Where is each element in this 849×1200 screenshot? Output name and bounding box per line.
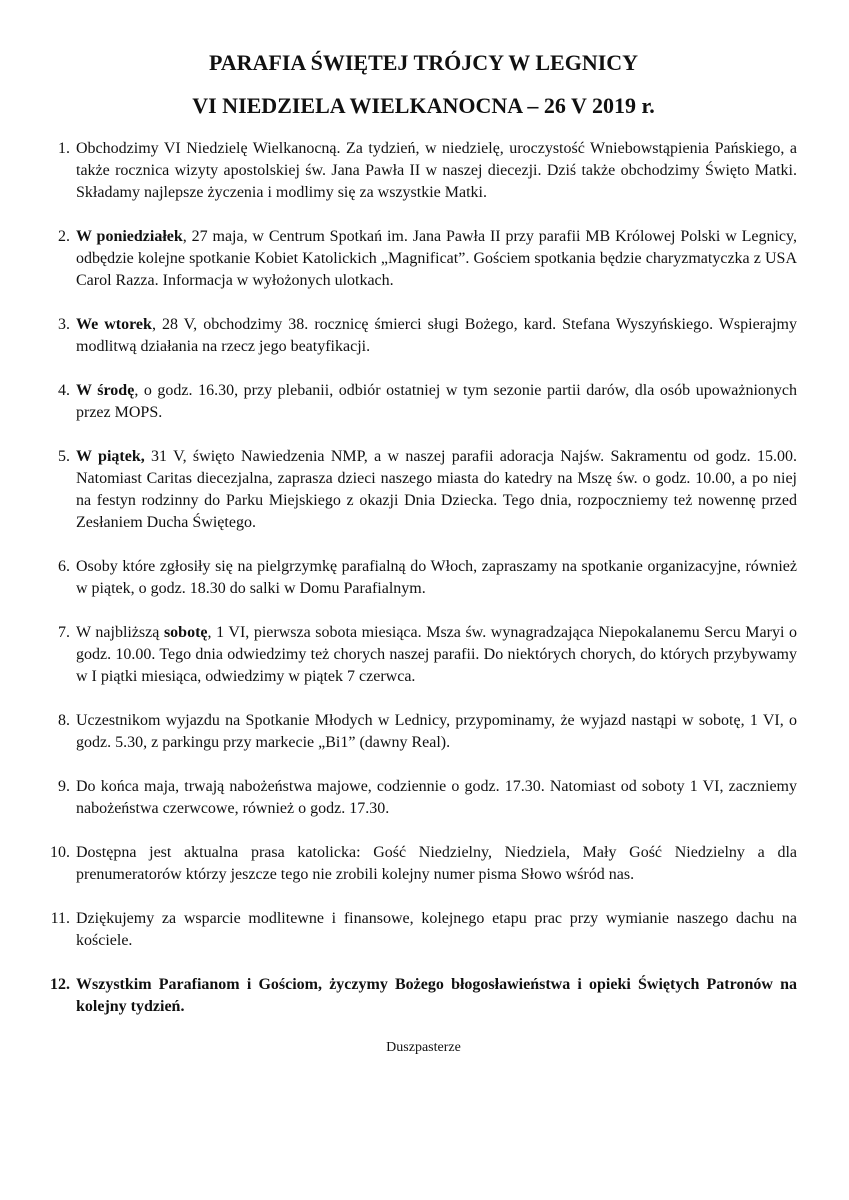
announcement-item <box>50 314 797 358</box>
announcement-item <box>50 226 797 292</box>
announcement-item <box>50 446 797 534</box>
item-number: 7. <box>58 624 70 641</box>
announcement-item <box>50 710 797 754</box>
item-number: 12. <box>50 976 70 993</box>
announcement-item <box>50 842 797 886</box>
item-text: W piątek, 31 V, święto Nawiedzenia NMP, a w naszej parafii adoracja Najśw. Sakramentu od godz. 15.00. Natomiast Caritas diecezjalna, zaprasza dzieci naszego miasta do katedry na Mszę św. o godz. 10.00, a po niej na festyn rodzinny do Parku Miejskiego z okazji Dnia Dziecka. Tego dnia, rozpoczniemy też nowennę przed Zesłaniem Ducha Świętego. <box>76 448 797 531</box>
item-number: 3. <box>58 316 70 333</box>
item-text: Uczestnikom wyjazdu na Spotkanie Młodych w Lednicy, przypominamy, że wyjazd nastąpi w sobotę, 1 VI, o godz. 5.30, z parkingu przy markecie „Bi1” (dawny Real). <box>76 712 797 751</box>
item-number: 1. <box>58 140 70 157</box>
item-text: W środę, o godz. 16.30, przy plebanii, odbiór ostatniej w tym sezonie partii darów, dla osób upoważnionych przez MOPS. <box>76 382 798 421</box>
item-text: Osoby które zgłosiły się na pielgrzymkę parafialną do Włoch, zapraszamy na spotkanie organizacyjne, również w piątek, o godz. 18.30 do salki w Domu Parafialnym. <box>76 558 797 597</box>
item-number: 9. <box>58 778 70 795</box>
announcement-item <box>50 908 797 952</box>
announcement-item <box>50 138 797 204</box>
item-lead: W piątek, <box>76 448 145 465</box>
announcement-item <box>50 776 797 820</box>
signature: Duszpasterze <box>386 1040 461 1055</box>
item-lead: sobotę <box>163 624 208 641</box>
item-number: 2. <box>58 228 70 245</box>
announcement-item <box>50 380 797 424</box>
item-number: 6. <box>58 558 70 575</box>
announcement-item <box>50 622 797 688</box>
item-number: 10. <box>50 844 70 861</box>
item-text: Obchodzimy VI Niedzielę Wielkanocną. Za tydzień, w niedzielę, uroczystość Wniebowstąpienia Pańskiego, a także rocznica wizyty apostolskiej św. Jana Pawła II w naszej diecezji. Dziś także obchodzimy Święto Matki. Składamy najlepsze życzenia i modlimy się za wszystkie Matki. <box>76 140 797 201</box>
item-text: Wszystkim Parafianom i Gościom, życzymy Bożego błogosławieństwa i opieki Świętych Patronów na kolejny tydzień. <box>76 976 797 1015</box>
item-text: W najbliższą sobotę, 1 VI, pierwsza sobota miesiąca. Msza św. wynagradzająca Niepokalanemu Sercu Maryi o godz. 10.00. Tego dnia odwiedzimy też chorych naszej parafii. Do niektórych chorych, do których przybywamy w I piątki miesiąca, odwiedzimy w piątek 7 czerwca. <box>76 624 797 685</box>
item-lead: W poniedziałek <box>76 228 183 245</box>
item-number: 8. <box>58 712 70 729</box>
item-text: Do końca maja, trwają nabożeństwa majowe, codziennie o godz. 17.30. Natomiast od soboty 1 VI, zaczniemy nabożeństwa czerwcowe, również o godz. 17.30. <box>76 778 797 817</box>
item-lead: We wtorek <box>76 316 152 333</box>
item-text: We wtorek, 28 V, obchodzimy 38. rocznicę śmierci sługi Bożego, kard. Stefana Wyszyńskiego. Wspierajmy modlitwą działania na rzecz jego beatyfikacji. <box>76 316 797 355</box>
announcement-item-closing <box>50 974 797 1018</box>
announcement-item <box>50 556 797 600</box>
item-text: Dziękujemy za wsparcie modlitewne i finansowe, kolejnego etapu prac przy wymianie naszego dachu na kościele. <box>76 910 797 949</box>
item-text: W poniedziałek, 27 maja, w Centrum Spotkań im. Jana Pawła II przy parafii MB Królowej Polski w Legnicy, odbędzie kolejne spotkanie Kobiet Katolickich „Magnificat”. Gościem spotkania będzie charyzmatyczka z USA Carol Razza. Informacja w wyłożonych ulotkach. <box>76 228 797 289</box>
announcements-list <box>50 138 797 1018</box>
item-text: Dostępna jest aktualna prasa katolicka: Gość Niedzielny, Niedziela, Mały Gość Niedzielny a dla prenumeratorów którzy jeszcze tego nie zrobili kolejny numer pisma Słowo wśród nas. <box>76 844 797 883</box>
sunday-title: VI NIEDZIELA WIELKANOCNA – 26 V 2019 r. <box>192 93 655 118</box>
item-number: 4. <box>58 382 70 399</box>
item-number: 5. <box>58 448 70 465</box>
item-lead: W środę <box>76 382 135 399</box>
item-number: 11. <box>50 910 70 927</box>
parish-title: PARAFIA ŚWIĘTEJ TRÓJCY W LEGNICY <box>208 50 639 75</box>
